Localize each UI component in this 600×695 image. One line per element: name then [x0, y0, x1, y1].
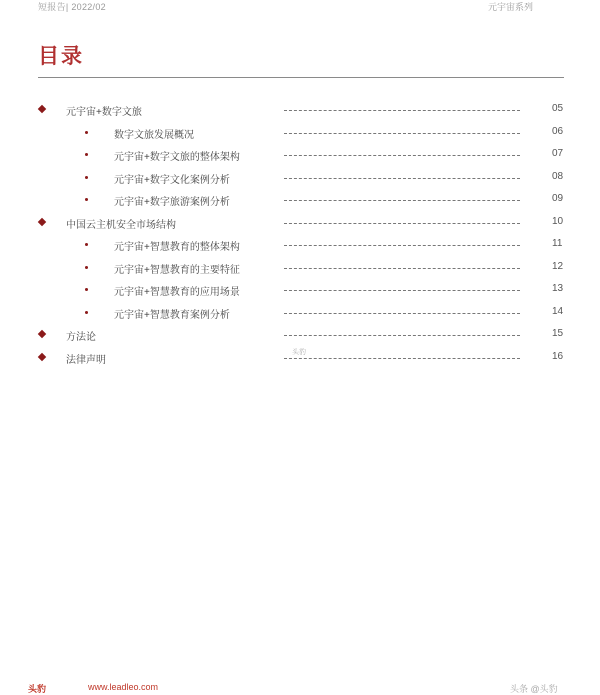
toc-leader-line	[284, 335, 520, 336]
toc-entry-label: 方法论	[66, 332, 96, 343]
toc-leader-line	[284, 223, 520, 224]
toc-leader-line	[284, 155, 520, 156]
toc-leader-line	[284, 313, 520, 314]
toc-entry[interactable]	[0, 192, 600, 208]
toc-entry-label: 元宇宙+智慧教育的应用场景	[114, 287, 240, 298]
toc-entry-page: 15	[552, 328, 564, 339]
toc-entry[interactable]	[0, 125, 600, 141]
toc-entry-page: 12	[552, 261, 564, 272]
toc-entry-page: 10	[552, 216, 564, 227]
dot-bullet-icon	[85, 311, 88, 314]
toc-leader-line	[284, 133, 520, 134]
toc-entry[interactable]	[0, 102, 600, 118]
diamond-bullet-icon	[38, 330, 46, 338]
toc-entry-label: 元宇宙+数字文化案例分析	[114, 175, 230, 186]
toc-entry-page: 07	[552, 148, 564, 159]
toc-entry-label: 元宇宙+智慧教育案例分析	[114, 310, 230, 321]
toc-entry[interactable]	[0, 327, 600, 343]
toc-entry-page: 06	[552, 126, 564, 137]
toc-entry-page: 09	[552, 193, 564, 204]
toc-entry[interactable]	[0, 282, 600, 298]
diamond-bullet-icon	[38, 353, 46, 361]
toc-entry-label: 元宇宙+数字旅游案例分析	[114, 197, 230, 208]
toc-entry-label: 元宇宙+智慧教育的主要特征	[114, 265, 240, 276]
toc-leader-line	[284, 110, 520, 111]
toc-entry[interactable]	[0, 260, 600, 276]
page-title: 目录	[38, 45, 84, 68]
toc-entry-page: 14	[552, 306, 564, 317]
toc-entry[interactable]	[0, 305, 600, 321]
toc-leader-line	[284, 268, 520, 269]
toc-entry[interactable]	[0, 147, 600, 163]
dot-bullet-icon	[85, 243, 88, 246]
dot-bullet-icon	[85, 131, 88, 134]
footer-logo: 头豹	[28, 684, 47, 694]
toc-entry-page: 13	[552, 283, 564, 294]
diamond-bullet-icon	[38, 105, 46, 113]
toc-leader-line	[284, 200, 520, 201]
toc-entry-page: 08	[552, 171, 564, 182]
footer-url[interactable]: www.leadleo.com	[88, 682, 159, 692]
toc-leader-line	[284, 358, 520, 359]
dot-bullet-icon	[85, 266, 88, 269]
header-report-info: 短报告| 2022/02	[38, 2, 106, 12]
toc-entry-label: 数字文旅发展概况	[114, 130, 194, 141]
diamond-bullet-icon	[38, 218, 46, 226]
toc-entry-label: 元宇宙+智慧教育的整体架构	[114, 242, 240, 253]
dot-bullet-icon	[85, 198, 88, 201]
footer-watermark: 头条 @头豹	[510, 684, 558, 694]
toc-entry-page: 05	[552, 103, 564, 114]
toc-entry[interactable]	[0, 237, 600, 253]
toc-entry-label: 元宇宙+数字文旅	[66, 107, 142, 118]
toc-entry-label: 元宇宙+数字文旅的整体架构	[114, 152, 240, 163]
toc-entry[interactable]	[0, 170, 600, 186]
toc-entry-label: 中国云主机安全市场结构	[66, 220, 176, 231]
toc-leader-line	[284, 290, 520, 291]
toc-leader-line	[284, 178, 520, 179]
toc-entry[interactable]	[0, 215, 600, 231]
watermark-text: 头豹	[292, 349, 306, 356]
toc-entry-label: 法律声明	[66, 355, 106, 366]
dot-bullet-icon	[85, 153, 88, 156]
toc-leader-line	[284, 245, 520, 246]
dot-bullet-icon	[85, 288, 88, 291]
header-series: 元宇宙系列	[488, 2, 534, 12]
toc-entry-page: 16	[552, 351, 564, 362]
toc-entry-page: 11	[552, 238, 563, 249]
dot-bullet-icon	[85, 176, 88, 179]
title-divider	[38, 77, 564, 78]
